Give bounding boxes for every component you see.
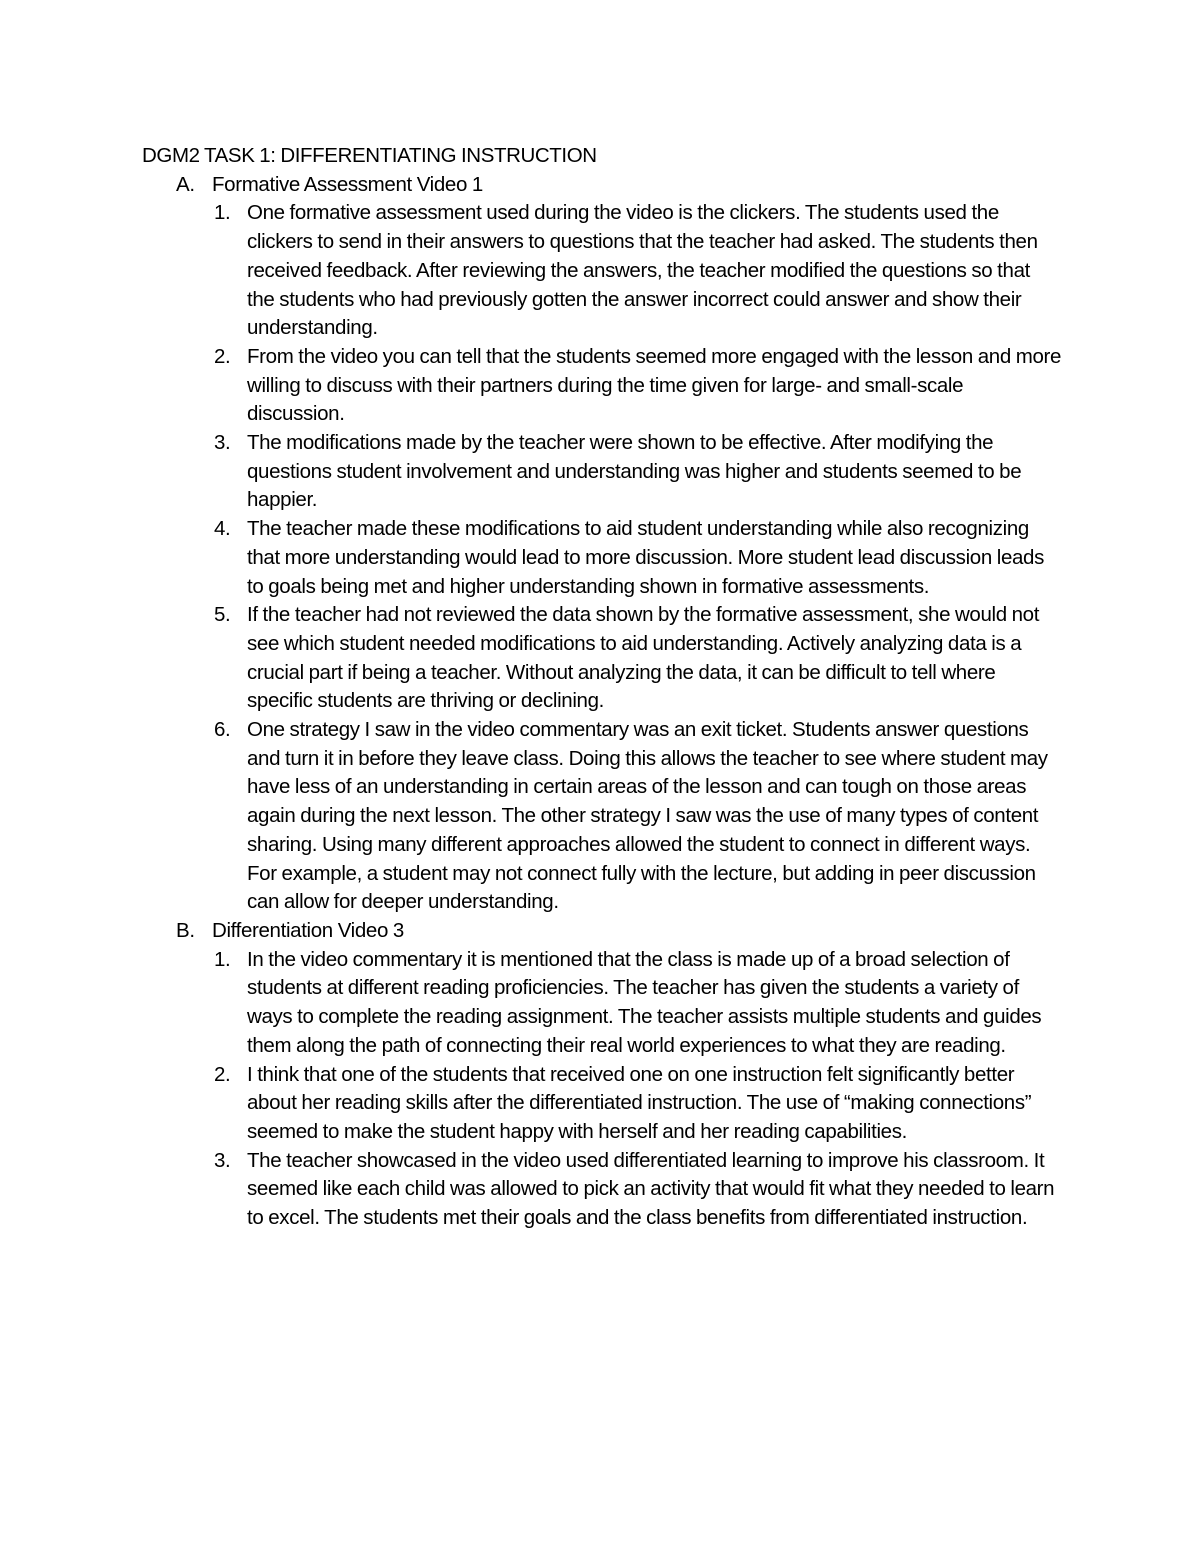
item-text: From the video you can tell that the students seemed more engaged with the lesson and more willing to discuss with their partners during the time given for large- and small-scale discussion. [247,344,1062,426]
item-number: 1. [214,201,231,225]
list-item [212,1147,1062,1233]
item-number: 6. [214,718,231,742]
item-number: 3. [214,431,231,455]
item-text: One formative assessment used during the video is the clickers. The students used the clickers to send in their answers to questions that the teacher had asked. The students then received feedback. After reviewing the answers, the teacher modified the questions so that the students who had previously gotten the answer incorrect could answer and show their understanding. [247,201,1038,340]
list-item [212,601,1062,716]
item-text: If the teacher had not reviewed the data shown by the formative assessment, she would not see which student needed modifications to aid understanding. Actively analyzing data is a crucial part if being a teacher. Without analyzing the data, it can be difficult to tell where specific students are thriving or declining. [247,603,1040,713]
item-number: 5. [214,603,231,627]
section-item-list [212,199,1062,917]
item-number: 2. [214,344,231,368]
item-text: The modifications made by the teacher were shown to be effective. After modifying the questions student involvement and understanding was higher and students seemed to be happier. [247,431,1022,512]
item-text: One strategy I saw in the video commentary was an exit ticket. Students answer questions and turn it in before they leave class. Doing this allows the teacher to see where student may have less of an understanding in certain areas of the lesson and can tough on those areas again during the next lesson. The other strategy I saw was the use of many types of content sharing. Using many different approaches allowed the student to connect in different ways. For example, a student may not connect fully with the lecture, but adding in peer discussion can allow for deeper understanding. [247,718,1048,914]
list-item [212,429,1062,515]
list-item [212,343,1062,429]
list-item [212,716,1062,917]
section-item-list [212,946,1062,1233]
section-title: Differentiation Video 3 [212,918,404,942]
section-formative-assessment [142,171,1062,917]
item-text: The teacher showcased in the video used differentiated learning to improve his classroom. It seemed like each child was allowed to pick an activity that would fit what they needed to learn to excel. The students met their goals and the class benefits from differentiated instruction. [247,1148,1055,1230]
list-item [212,946,1062,1061]
list-item [212,1061,1062,1147]
document-body [142,142,1062,1233]
section-letter: B. [176,918,195,942]
list-item [212,199,1062,343]
section-letter: A. [176,172,195,196]
item-text: I think that one of the students that received one on one instruction felt significantly better about her reading skills after the differentiated instruction. The use of “making connections” seemed to make the student happy with herself and her reading capabilities. [247,1062,1032,1143]
document-title: DGM2 TASK 1: DIFFERENTIATING INSTRUCTION [142,144,597,167]
item-number: 2. [214,1062,231,1086]
item-text: In the video commentary it is mentioned that the class is made up of a broad selection of students at different reading proficiencies. The teacher has given the students a variety of ways to complete the reading assignment. The teacher assists multiple students and guides them along the path of connecting their real world experiences to what they are reading. [247,947,1042,1057]
section-title: Formative Assessment Video 1 [212,172,483,196]
list-item [212,515,1062,601]
item-number: 4. [214,517,231,541]
item-number: 1. [214,947,231,971]
item-text: The teacher made these modifications to aid student understanding while also recognizing that more understanding would lead to more discussion. More student lead discussion leads to goals being met and higher understanding shown in formative assessments. [247,517,1044,598]
section-differentiation [142,917,1062,1233]
item-number: 3. [214,1148,231,1172]
